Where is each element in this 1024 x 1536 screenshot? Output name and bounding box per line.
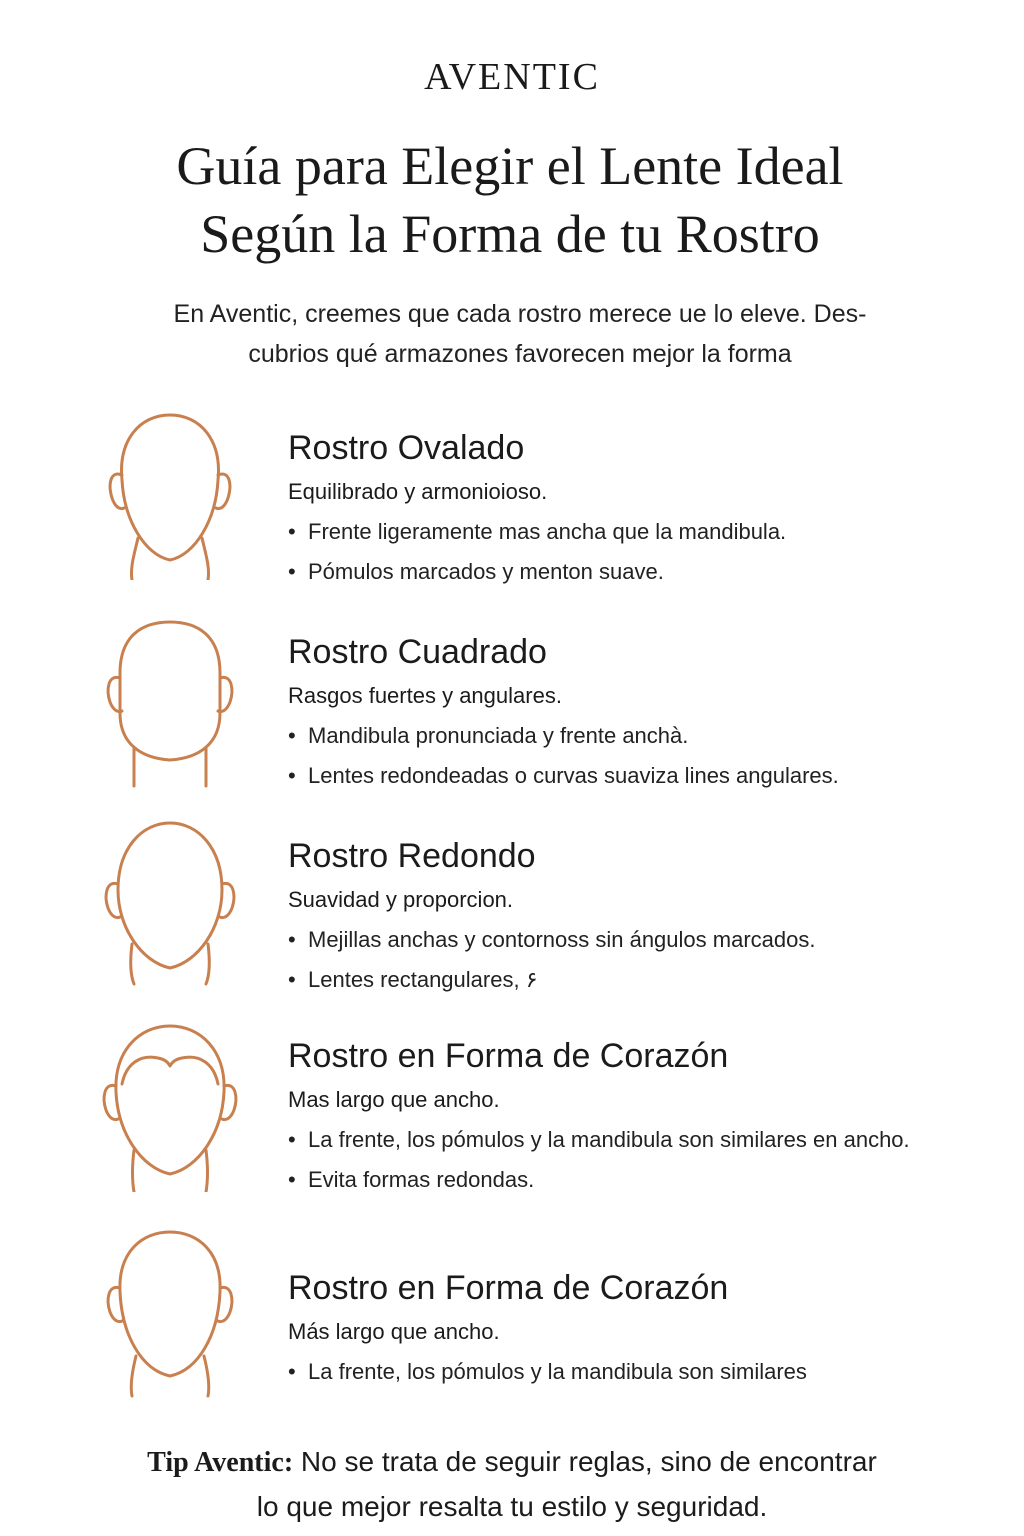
face-text-square [288,632,968,802]
page-title-line-1: Guía para Elegir el Lente Ideal [176,136,844,196]
bullet-item: • Frente ligeramente mas ancha que la mandibula. [288,519,787,544]
face-subtitle: Equilibrado y armonioioso. [288,479,548,504]
bullet-item: • Lentes rectangulares, ۶ [288,967,538,992]
bullet-item: • La frente, los pómulos y la mandibula son similares en ancho. [288,1127,910,1152]
bullet-list [288,722,968,790]
bullet-list [288,926,968,994]
face-text-oblong [288,1268,968,1398]
bullet-item: • Pómulos marcados y menton suave. [288,559,664,584]
bullet-item: • Mejillas anchas y contornoss sin ángulos marcados. [288,927,816,952]
brand-logo: AVENTIC [424,56,600,98]
tip-note [70,1440,954,1529]
face-title: Rostro Ovalado [288,429,525,467]
face-title: Rostro en Forma de Corazón [288,1269,729,1307]
bullet-list [288,518,968,586]
bullet-item: • Mandibula pronunciada y frente anchà. [288,723,689,748]
face-title: Rostro Redondo [288,837,536,875]
face-subtitle: Mas largo que ancho. [288,1087,500,1112]
heart-face-icon [100,1022,240,1192]
tip-text-line-1: No se trata de seguir reglas, sino de encontrar [293,1446,877,1477]
bullet-item: • Evita formas redondas. [288,1167,535,1192]
bullet-list [288,1358,968,1386]
intro-line-1: En Aventic, creemes que cada rostro merece ue lo eleve. Des- [173,300,867,328]
page-title-line-2: Según la Forma de tu Rostro [200,204,820,264]
face-title: Rostro en Forma de Corazón [288,1037,729,1075]
face-text-heart [288,1036,968,1206]
intro-paragraph [100,294,940,374]
square-face-icon [100,618,240,788]
face-subtitle: Más largo que ancho. [288,1319,500,1344]
oval-face-icon [100,410,240,580]
face-text-oval [288,428,968,598]
round-face-icon [100,818,240,988]
oblong-face-icon [100,1228,240,1398]
bullet-item: • Lentes redondeadas o curvas suaviza lines angulares. [288,763,839,788]
face-title: Rostro Cuadrado [288,633,547,671]
intro-line-2: cubrios qué armazones favorecen mejor la forma [248,340,792,368]
bullet-item: • La frente, los pómulos y la mandibula son similares [288,1359,807,1384]
tip-text-line-2: lo que mejor resalta tu estilo y seguridad. [256,1491,768,1522]
face-subtitle: Rasgos fuertes y angulares. [288,683,562,708]
page-title [60,132,960,268]
bullet-list [288,1126,968,1194]
face-text-round [288,836,968,1006]
face-subtitle: Suavidad y proporcion. [288,887,514,912]
tip-label: Tip Aventic: [147,1447,294,1478]
